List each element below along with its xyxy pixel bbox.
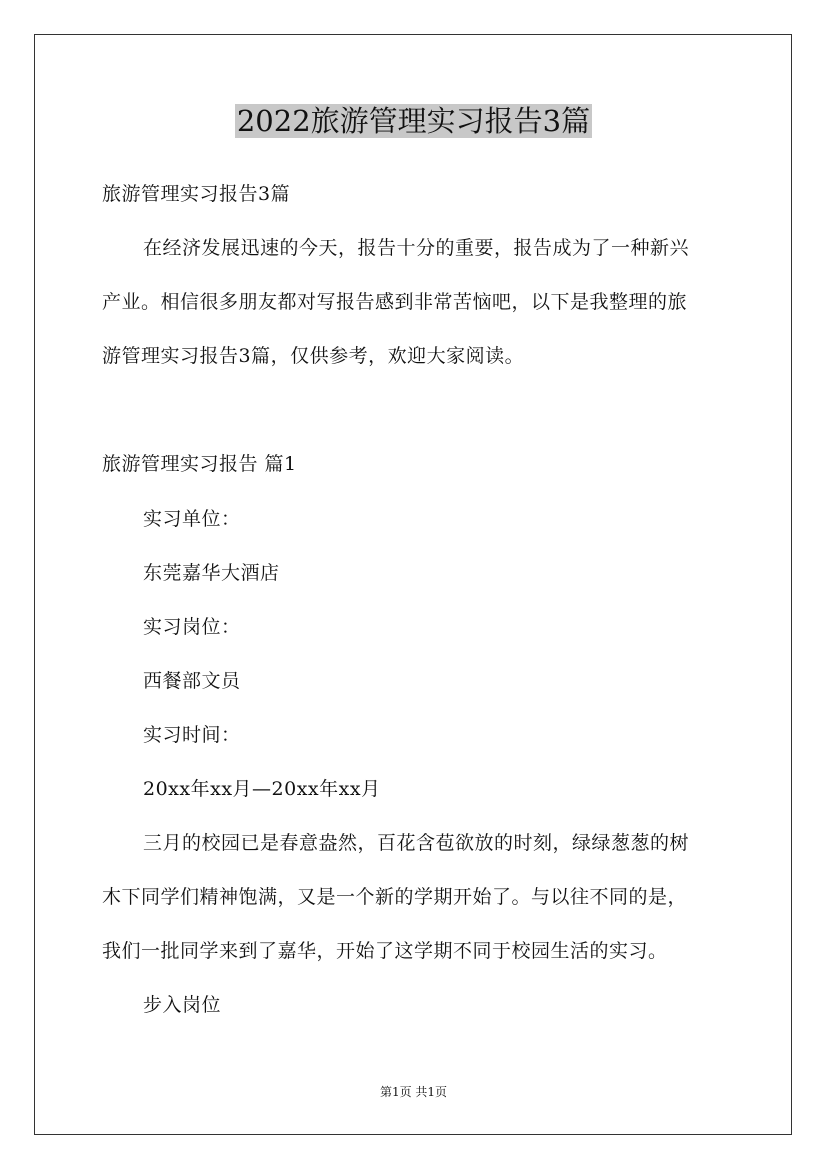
section-heading: 旅游管理实习报告 篇1 (102, 453, 297, 475)
field-label-unit: 实习单位： (143, 508, 241, 530)
document-subtitle: 旅游管理实习报告3篇 (102, 183, 291, 205)
document-title-text: 2022旅游管理实习报告3篇 (236, 104, 591, 138)
body-line-2: 木下同学们精神饱满，又是一个新的学期开始了。与以往不同的是， (102, 886, 688, 908)
last-heading: 步入岗位 (143, 994, 222, 1016)
field-value-time: 20xx年xx月—20xx年xx月 (143, 778, 381, 800)
intro-line-1: 在经济发展迅速的今天，报告十分的重要，报告成为了一种新兴 (143, 237, 690, 259)
page-footer: 第1页 共1页 (379, 1085, 448, 1099)
field-label-position: 实习岗位： (143, 616, 241, 638)
field-value-position: 西餐部文员 (143, 670, 241, 692)
document-title (0, 100, 827, 142)
field-label-time: 实习时间： (143, 724, 241, 746)
intro-line-2: 产业。相信很多朋友都对写报告感到非常苦恼吧，以下是我整理的旅 (102, 291, 688, 313)
field-value-unit: 东莞嘉华大酒店 (143, 562, 280, 584)
body-line-1: 三月的校园已是春意盎然，百花含苞欲放的时刻，绿绿葱葱的树 (143, 832, 690, 854)
intro-line-3: 游管理实习报告3篇，仅供参考，欢迎大家阅读。 (102, 345, 525, 367)
body-line-3: 我们一批同学来到了嘉华，开始了这学期不同于校园生活的实习。 (102, 940, 668, 962)
